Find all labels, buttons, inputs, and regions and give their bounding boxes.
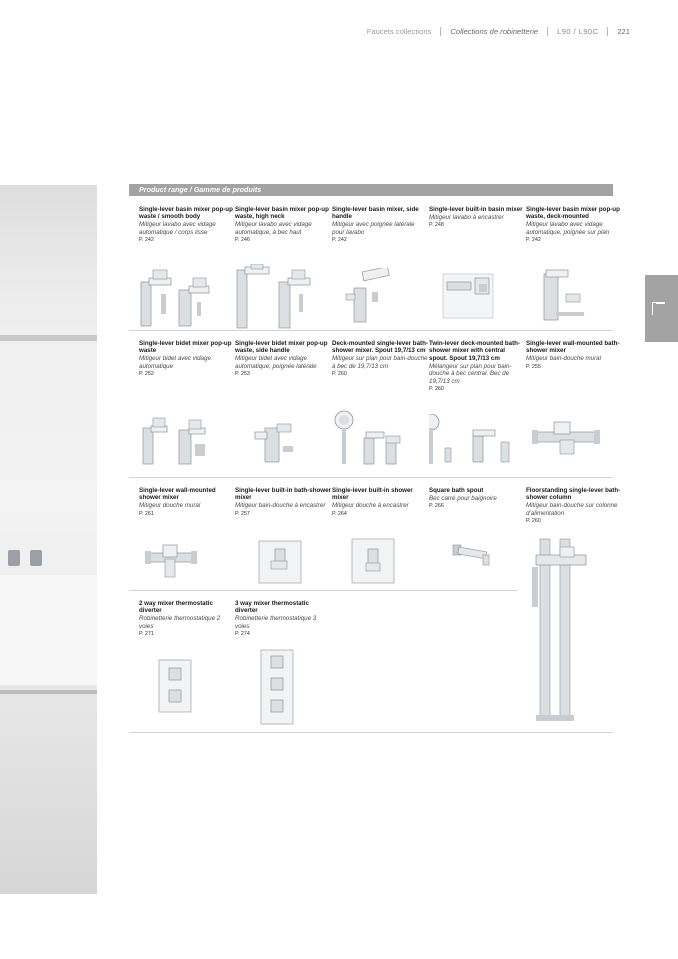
floorstanding-column-icon: [526, 537, 606, 727]
product-name-fr: Mitigeur sur plan pour bain-douche à bec de 19,7/13 cm: [332, 355, 428, 370]
product-page-ref: P. 252: [139, 371, 154, 378]
product-cell[interactable]: [235, 340, 331, 378]
product-name: 2 way mixer thermostatic diverter: [139, 600, 213, 615]
product-cell[interactable]: [332, 340, 428, 378]
bidet-mixer-pair-icon: [139, 416, 229, 466]
product-name-fr: Mitigeur bain-douche mural: [526, 355, 601, 363]
product-cell[interactable]: [235, 487, 331, 518]
product-cell[interactable]: [429, 206, 525, 229]
product-page-ref: P. 261: [139, 510, 154, 517]
side-handle-mixer-icon: [332, 268, 412, 324]
product-cell[interactable]: [526, 206, 622, 244]
product-page-ref: P. 253: [235, 371, 250, 378]
tall-basin-mixer-icon: [235, 264, 327, 330]
product-cell[interactable]: [332, 206, 428, 244]
product-page-ref: P. 274: [235, 631, 250, 638]
thermostatic-3way-icon: [235, 648, 315, 728]
page-number: 221: [617, 27, 630, 36]
product-cell[interactable]: [429, 340, 525, 393]
product-name-fr: Robinetterie thermostatique 2 voies: [139, 615, 221, 630]
bidet-side-handle-icon: [235, 418, 315, 466]
product-name-fr: Mitigeur douche mural: [139, 502, 201, 510]
product-name-fr: Mitigeur bidet avec vidage automatique: [139, 355, 211, 370]
product-name: Single-lever bidet mixer pop-up waste: [139, 340, 232, 355]
twin-lever-bath-mixer-icon: [429, 414, 521, 468]
wall-shower-mixer-icon: [139, 543, 219, 583]
thermostatic-2way-icon: [139, 658, 219, 716]
product-name: Single-lever built-in bath-shower mixer: [235, 487, 331, 502]
product-name: Single-lever basin mixer, side handle: [332, 206, 419, 221]
product-name: Twin-lever deck-mounted bath-shower mixer with central spout. Spout 19,7/13 cm: [429, 340, 520, 362]
product-cell[interactable]: [139, 600, 235, 638]
bath-spout-icon: [429, 541, 509, 577]
product-name: Square bath spout: [429, 487, 484, 494]
product-page-ref: P. 260: [526, 518, 541, 525]
product-name: Single-lever bidet mixer pop-up waste, side handle: [235, 340, 328, 355]
product-cell[interactable]: [429, 487, 525, 510]
product-cell[interactable]: [139, 487, 235, 518]
running-header: [367, 27, 630, 36]
product-cell[interactable]: [235, 206, 331, 244]
photo-shelf: [0, 690, 97, 694]
product-name-fr: Mitigeur avec poignée latérale pour lavabo: [332, 221, 415, 236]
product-cell[interactable]: [235, 600, 331, 638]
section-title-fr: Collections de robinetterie: [450, 27, 539, 36]
product-name-fr: Mitigeur bidet avec vidage automatique, poignée latérale: [235, 355, 317, 370]
range-banner: Product range / Gamme de produits: [129, 184, 613, 196]
product-name: Floorstanding single-lever bath-shower column: [526, 487, 621, 502]
product-name-fr: Mitigeur lavabo avec vidage automatique, à bec haut: [235, 221, 312, 236]
bathroom-photo: [0, 185, 97, 894]
product-cell[interactable]: [332, 487, 428, 518]
photo-faucet: [8, 550, 20, 566]
product-name: Deck-mounted single-lever bath-shower mixer. Spout 19,7/13 cm: [332, 340, 428, 355]
product-page-ref: P. 260: [332, 371, 347, 378]
product-name: Single-lever wall-mounted shower mixer: [139, 487, 216, 502]
deck-bath-shower-mixer-icon: [332, 410, 424, 468]
product-name-fr: Mélangeur sur plan pour bain-douche à bec central. Bec de 19,7/13 cm: [429, 362, 512, 385]
header-divider: [607, 27, 608, 36]
collection-name: L90 / L90C: [557, 27, 599, 36]
row-divider: [129, 590, 517, 591]
product-name-fr: Mitigeur lavabo avec vidage automatique, poignée sur plan: [526, 221, 610, 236]
product-name-fr: Mitigeur bain-douche à encastrer: [235, 502, 326, 510]
product-name-fr: Mitigeur douche à encastrer: [332, 502, 409, 510]
product-page-ref: P. 242: [139, 237, 154, 244]
row-divider: [129, 732, 613, 733]
product-page-ref: P. 260: [429, 385, 444, 392]
built-in-shower-mixer-icon: [332, 537, 412, 587]
product-page-ref: P. 266: [429, 503, 444, 510]
product-name-fr: Mitigeur bain-douche sur colonne d’alimentation: [526, 502, 618, 517]
row-divider: [129, 330, 613, 331]
product-name-fr: Mitigeur lavabo avec vidage automatique / corps lisse: [139, 221, 216, 236]
header-divider: [440, 27, 441, 36]
product-page-ref: P. 257: [235, 510, 250, 517]
product-name: 3 way mixer thermostatic diverter: [235, 600, 309, 615]
deck-basin-mixer-icon: [526, 268, 606, 324]
product-name-fr: Bec carré pour baignoire: [429, 494, 497, 502]
product-cell[interactable]: [139, 340, 235, 378]
built-in-bath-shower-mixer-icon: [235, 539, 315, 587]
product-name: Single-lever basin mixer pop-up waste / smooth body: [139, 206, 233, 221]
product-page-ref: P. 264: [332, 510, 347, 517]
row-divider: [129, 477, 613, 478]
basin-mixer-pair-icon: [139, 268, 229, 328]
product-name-fr: Mitigeur lavabo à encastrer: [429, 213, 504, 221]
header-divider: [547, 27, 548, 36]
product-name: Single-lever basin mixer pop-up waste, deck-mounted: [526, 206, 620, 221]
product-name: Single-lever wall-mounted bath-shower mixer: [526, 340, 620, 355]
faucet-tab-icon-spout: [656, 302, 665, 304]
product-cell[interactable]: [139, 206, 235, 244]
product-page-ref: P. 271: [139, 631, 154, 638]
product-name: Single-lever built-in shower mixer: [332, 487, 413, 502]
product-page-ref: P. 242: [332, 237, 347, 244]
product-name: Single-lever basin mixer pop-up waste, high neck: [235, 206, 329, 221]
chapter-tab[interactable]: [645, 275, 678, 342]
wall-bath-shower-mixer-icon: [526, 420, 606, 460]
product-cell[interactable]: [526, 487, 622, 525]
photo-shelf: [0, 335, 97, 341]
product-page-ref: P. 246: [235, 237, 250, 244]
section-title-en: Faucets collections: [366, 27, 432, 36]
product-page-ref: P. 242: [526, 237, 541, 244]
product-name: Single-lever built-in basin mixer: [429, 206, 523, 213]
photo-faucet: [30, 550, 42, 566]
product-name-fr: Robinetterie thermostatique 3 voies: [235, 615, 317, 630]
product-page-ref: P. 255: [526, 363, 541, 370]
product-cell[interactable]: [526, 340, 622, 371]
wall-basin-mixer-icon: [429, 268, 509, 324]
product-page-ref: P. 248: [429, 222, 444, 229]
photo-highlight: [0, 575, 97, 685]
